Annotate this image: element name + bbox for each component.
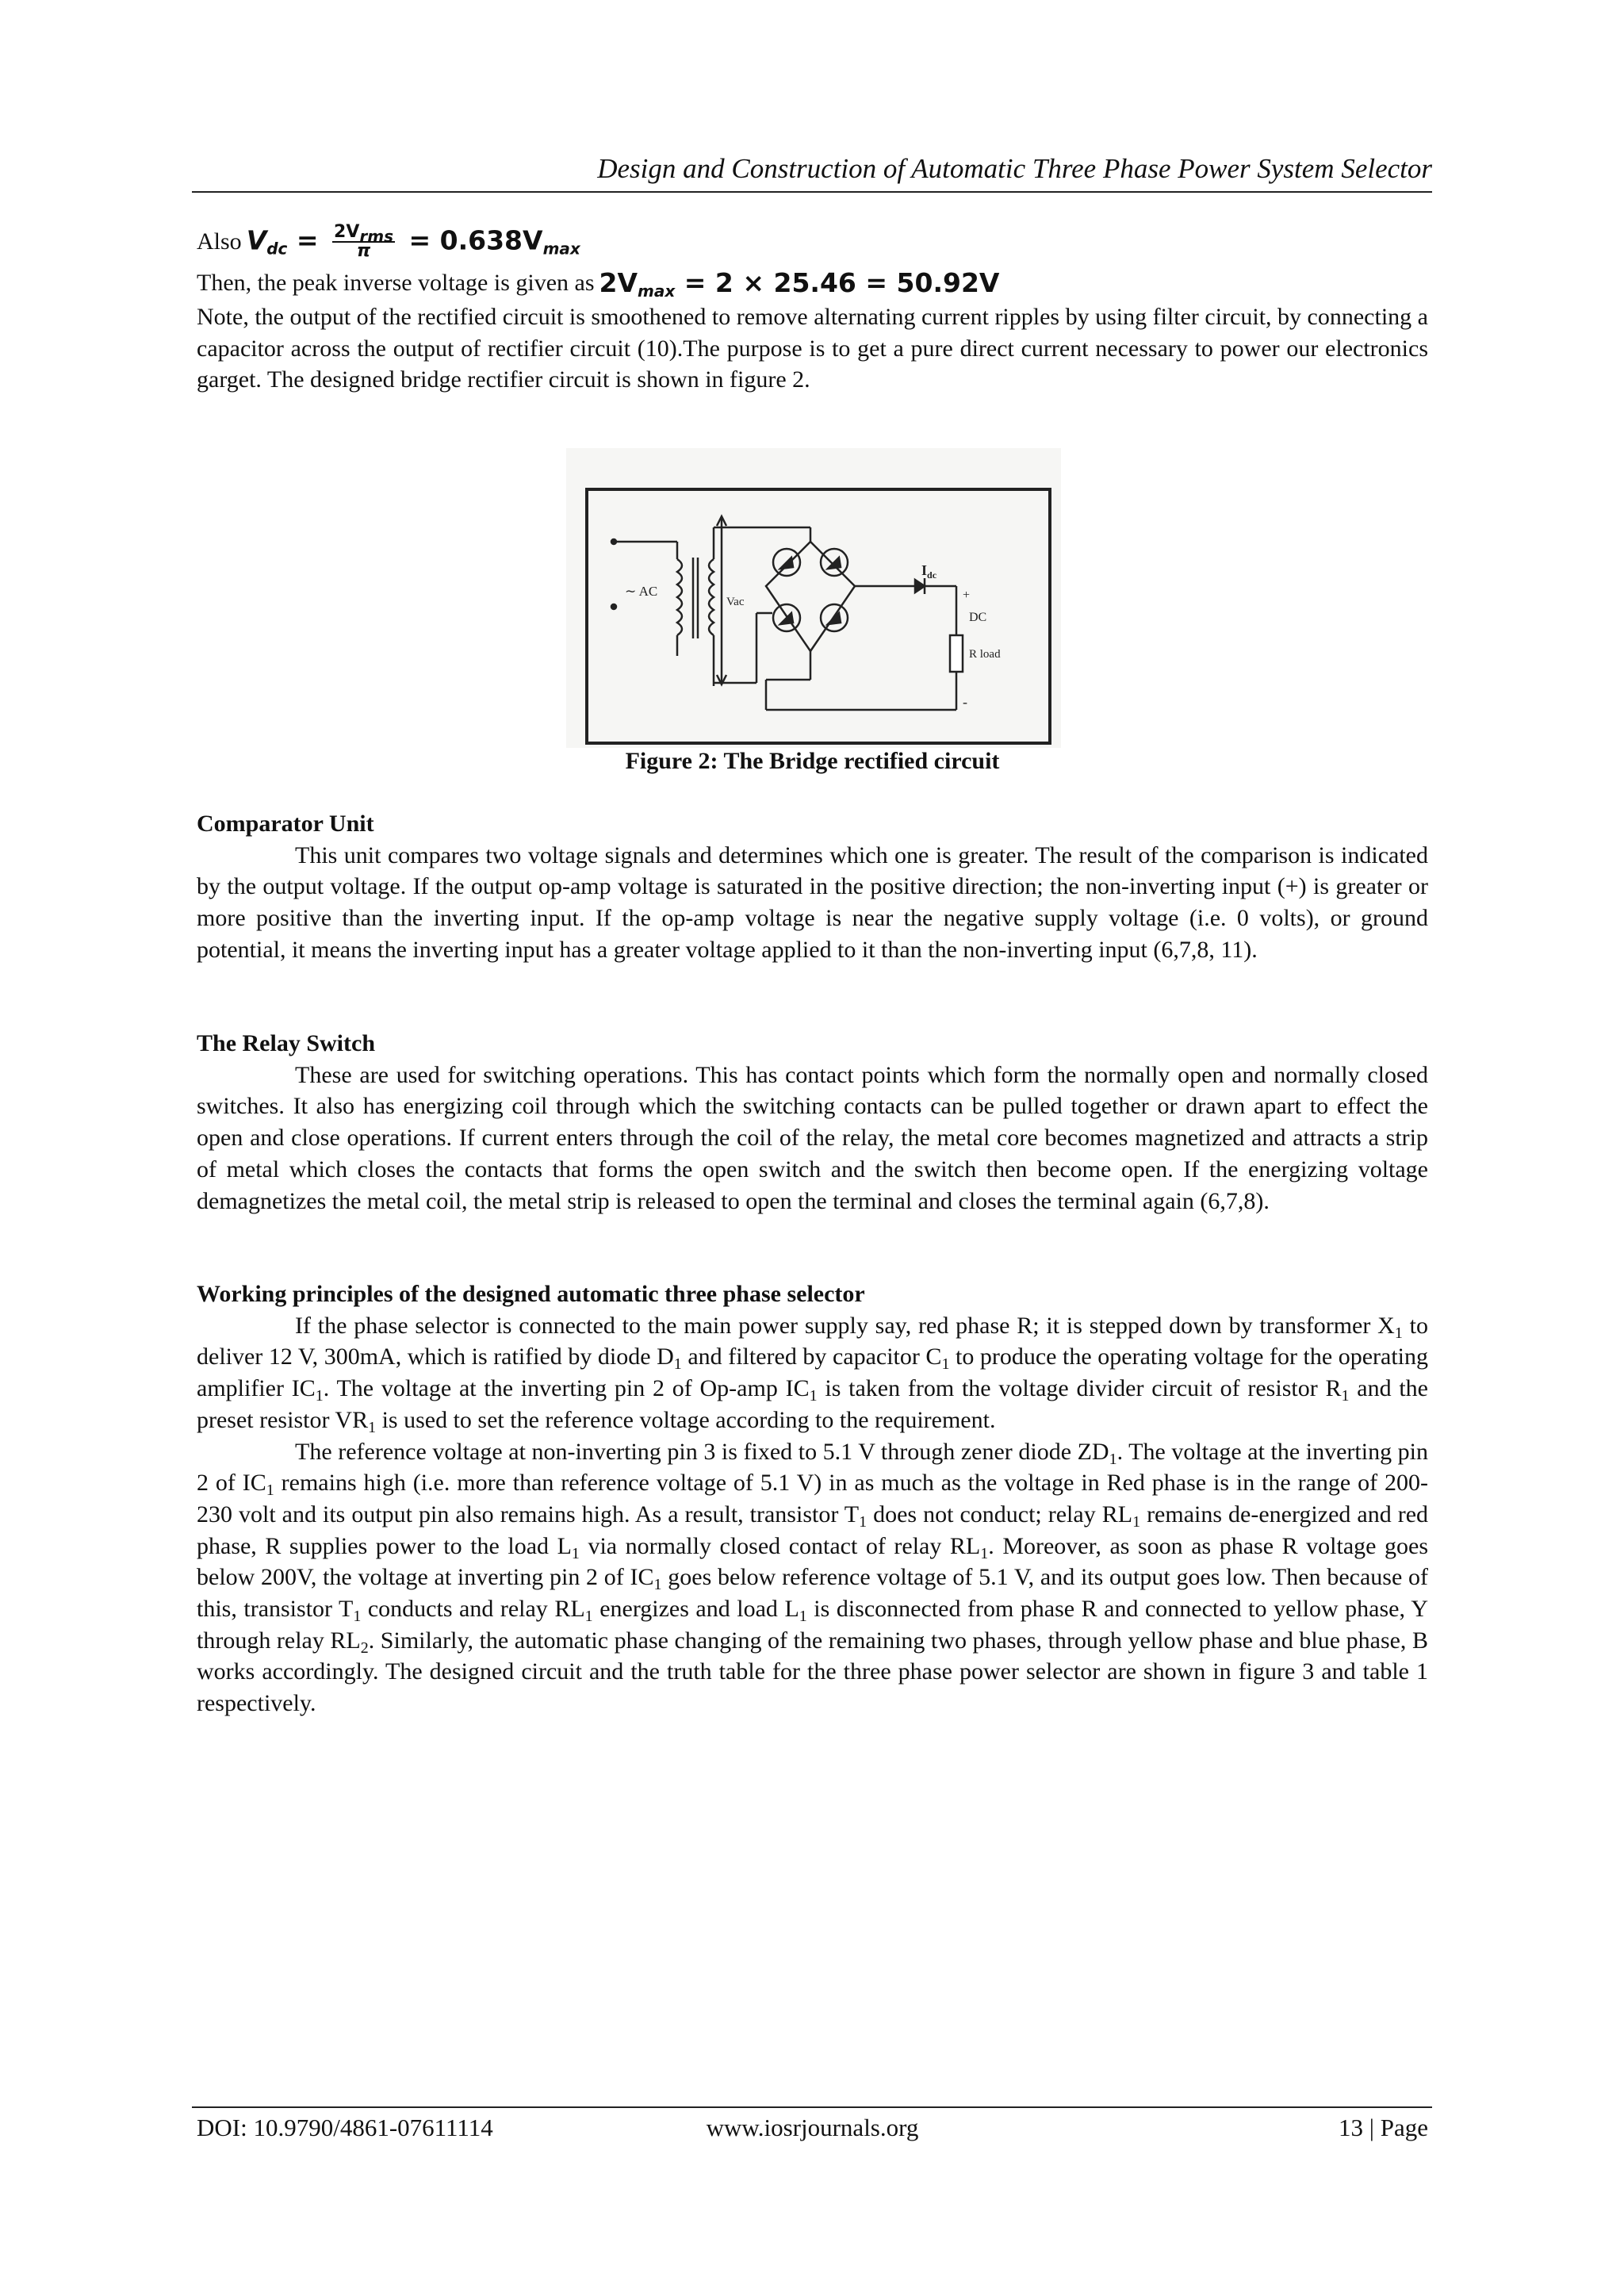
relay-text: These are used for switching operations. This has contact points which form the normally open and normally closed switches. It also has energizing coil through which the switching contacts can be pulled together or drawn apart to effect the open and close operations. If current enters through the coil of the relay, the metal core becomes magnetized and attracts a strip of metal which closes the contacts that forms the open switch and the switch then become open. If the energizing voltage demagnetizes the metal coil, the metal strip is released to open the terminal and closes the terminal again (6,7,8). <box>197 1061 1428 1214</box>
piv-equation <box>197 265 1428 301</box>
piv-formula: $2V_{max} = 2 \times 25.46 = 50.92V$ <box>599 267 1000 301</box>
footer-website[interactable]: www.iosrjournals.org <box>706 2114 919 2141</box>
running-title: Design and Construction of Automatic Three Phase Power System Selector <box>597 153 1432 184</box>
idc-label: $I_{dc}$ <box>921 562 937 581</box>
footer-doi: DOI: 10.9790/4861-07611114 <box>197 2114 493 2141</box>
relay-heading: The Relay Switch <box>197 1030 375 1056</box>
load-resistor <box>950 635 963 672</box>
working-section <box>197 1278 1428 1719</box>
note-paragraph: Note, the output of the rectified circuit is smoothened to remove alternating current ripples by using filter circuit, by connecting a capacitor across the output of rectifier circuit (10).The purpose is to get a pure direct current necessary to power our electronics garget. The designed bridge rectifier circuit is shown in figure 2. <box>197 304 1428 393</box>
bridge-rectifier-diagram <box>566 448 1061 748</box>
dc-label: DC <box>969 611 987 624</box>
working-paragraph-2: The reference voltage at non-inverting pin 3 is fixed to 5.1 V through zener diode $ZD_1$. The voltage at the inverting pin 2 of $IC_1$ remains high (i.e. more than reference voltage of 5.1 V) in as much as the voltage in Red phase is in the range of 200-230 volt and its output pin also remains high. As a result, transistor $T_1$ does not conduct; relay $RL_1$ remains de-energized and red phase, R supplies power to the load $L_1$ via normally closed contact of relay $RL_1$. Moreover, as soon as phase R voltage goes below 200V, the voltage at inverting pin 2 of $IC_1$ goes below reference voltage of 5.1 V, and its output goes low. Then because of this, transistor $T_1$ conducts and relay $RL_1$ energizes and load $L_1$ is disconnected from phase R and connected to yellow phase, Y through relay $RL_2$. Similarly, the automatic phase changing of the remaining two phases, through yellow phase and blue phase, B works accordingly. The designed circuit and the truth table for the three phase power selector are shown in figure 3 and table 1 respectively. <box>197 1438 1429 1717</box>
vdc-formula: $V_{dc}$ = $\frac{2V_{rms}}{\pi}$ = $0.638V_{max}$ <box>246 222 580 261</box>
header-rule <box>192 191 1432 193</box>
comparator-section <box>197 808 1428 966</box>
comparator-heading: Comparator Unit <box>197 811 374 837</box>
rload-label: R load <box>969 648 1001 661</box>
figure-2-bridge-rectifier <box>566 448 1061 748</box>
working-paragraph-1: If the phase selector is connected to the main power supply say, red phase R; it is stepped down by transformer $X_1$ to deliver 12 V, 300mA, which is ratified by diode $D_1$ and filtered by capacitor $C_1$ to produce the operating voltage for the operating amplifier $IC_1$. The voltage at the inverting pin 2 of Op-amp $IC_1$ is taken from the voltage divider circuit of resistor $R_1$ and the preset resistor $VR_1$ is used to set the reference voltage according to the requirement. <box>197 1312 1428 1436</box>
also-prefix: Also <box>197 228 242 255</box>
footer-rule <box>192 2106 1432 2108</box>
comparator-text: This unit compares two voltage signals and determines which one is greater. The result of the comparison is indicated by the output voltage. If the output op-amp voltage is saturated in the positive direction; the non-inverting input (+) is greater or more positive than the inverting input. If the op-amp voltage is near the negative supply voltage (i.e. 0 volts), or ground potential, it means the inverting input has a greater voltage applied to it than the non-inverting input (6,7,8, 11). <box>197 841 1428 963</box>
figure-2-caption: Figure 2: The Bridge rectified circuit <box>625 748 1000 774</box>
plus-label: + <box>963 588 971 602</box>
relay-section <box>197 1028 1428 1217</box>
ac-label: ∼ AC <box>625 584 658 599</box>
minus-label: - <box>963 694 967 710</box>
working-heading: Working principles of the designed automatic three phase selector <box>197 1281 865 1307</box>
vdc-fraction: $\frac{2V_{rms}}{\pi}$ <box>334 222 393 261</box>
vac-label: Vac <box>726 596 745 608</box>
footer-page-number: 13 | Page <box>1339 2114 1428 2141</box>
intro-section <box>197 219 1428 396</box>
piv-prefix: Then, the peak inverse voltage is given as <box>197 270 595 297</box>
ac-terminal-bottom <box>611 604 616 609</box>
vdc-equation <box>197 219 1428 265</box>
